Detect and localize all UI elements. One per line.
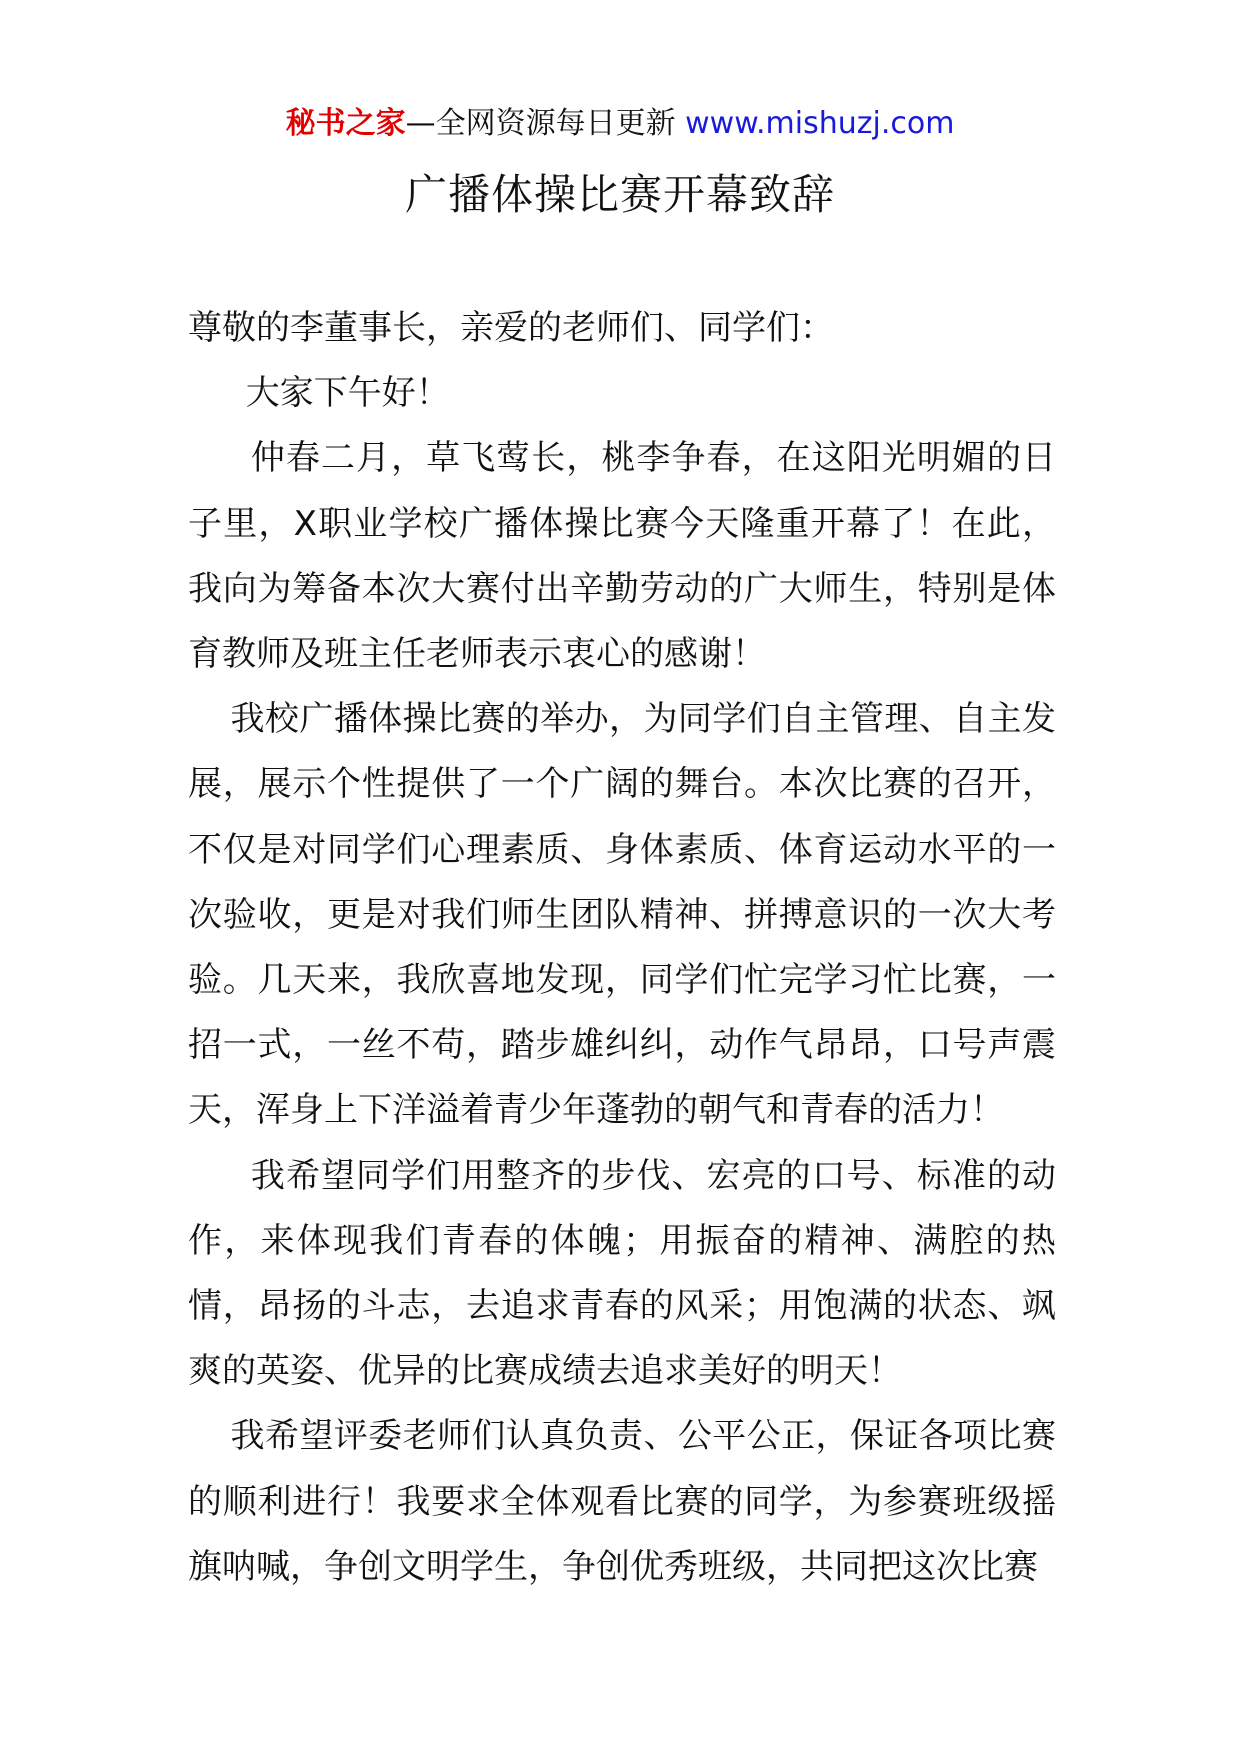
document-body [188, 296, 1056, 1600]
site-url-link[interactable]: www.mishuzj.com [685, 106, 955, 141]
paragraph-2: 我校广播体操比赛的举办，为同学们自主管理、自主发展，展示个性提供了一个广阔的舞台。本次比赛的召开，不仅是对同学们心理素质、身体素质、体育运动水平的一次验收，更是对我们师生团队精神、拼搏意识的一次大考验。几天来，我欣喜地发现，同学们忙完学习忙比赛，一招一式，一丝不苟，踏步雄纠纠，动作气昂昂，口号声震天，浑身上下洋溢着青少年蓬勃的朝气和青春的活力！ [188, 699, 1056, 1131]
header-tagline: —全网资源每日更新 [405, 106, 676, 141]
greeting: 大家下午好！ [245, 373, 450, 414]
brand-name: 秘书之家 [285, 106, 406, 141]
salutation: 尊敬的李董事长，亲爱的老师们、同学们： [188, 308, 834, 348]
paragraph-3: 我希望同学们用整齐的步伐、宏亮的口号、标准的动作，来体现我们青春的体魄；用振奋的精神、满腔的热情，昂扬的斗志，去追求青春的风采；用饱满的状态、飒爽的英姿、优异的比赛成绩去追求美好的明天！ [188, 1155, 1056, 1392]
site-header [0, 104, 1240, 144]
paragraph-1: 仲春二月，草飞莺长，桃李争春，在这阳光明媚的日子里，X职业学校广播体操比赛今天隆重开幕了！在此，我向为筹备本次大赛付出辛勤劳动的广大师生，特别是体育教师及班主任老师表示衷心的感谢！ [188, 438, 1056, 675]
paragraph-4: 我希望评委老师们认真负责、公平公正，保证各项比赛的顺利进行！我要求全体观看比赛的同学，为参赛班级摇旗呐喊，争创文明学生，争创优秀班级，共同把这次比赛 [188, 1416, 1056, 1587]
document-title: 广播体操比赛开幕致辞 [404, 170, 835, 219]
